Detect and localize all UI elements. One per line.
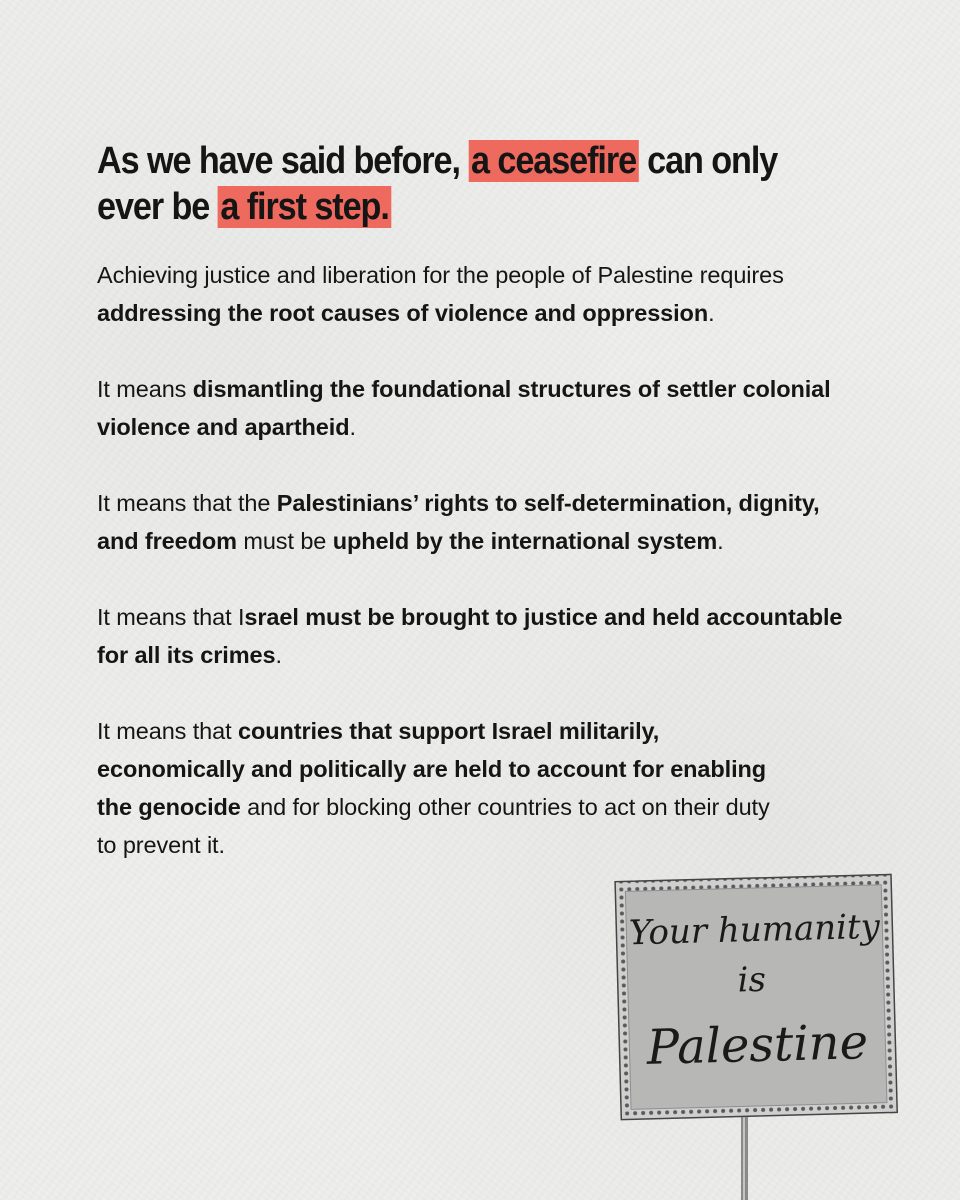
- p4-bold: srael must be brought to justice and held accountable for all its crimes: [97, 604, 843, 668]
- paragraph-countries: [97, 712, 787, 864]
- p2-end: .: [349, 414, 356, 440]
- headline-highlight-ceasefire: a ceasefire: [468, 140, 638, 182]
- protest-sign-image: [612, 866, 902, 1200]
- p5-end: and for blocking other countries to act on their duty to prevent it.: [97, 794, 770, 858]
- sign-line-1: Your humanity: [628, 906, 881, 954]
- p5-bold: countries that support Israel militarily, economically and politically are held to account for enabling the genocide: [97, 718, 767, 820]
- main-content: [97, 138, 877, 864]
- sign-line-3: Palestine: [646, 1014, 869, 1076]
- p3-bold-rights: Palestinians’ rights to self-determination, dignity, and freedom: [97, 490, 820, 554]
- p4-text: It means that I: [97, 604, 245, 630]
- p3-text: It means that the: [97, 490, 277, 516]
- p5-text: It means that: [97, 718, 238, 744]
- headline-text-2: can only ever be: [97, 140, 778, 228]
- p2-bold: dismantling the foundational structures of settler colonial violence and apartheid: [97, 376, 831, 440]
- headline-text-1: As we have said before,: [97, 140, 469, 182]
- p4-end: .: [275, 642, 282, 668]
- p3-bold-upheld: upheld by the international system: [332, 528, 718, 554]
- paragraph-dismantling: [97, 370, 857, 446]
- p1-bold: addressing the root causes of violence and oppression: [97, 300, 709, 326]
- p1-end: .: [708, 300, 715, 326]
- paragraph-root-causes: [97, 256, 857, 332]
- headline: [97, 138, 781, 230]
- paragraph-rights: [97, 484, 857, 560]
- p1-text: Achieving justice and liberation for the people of Palestine requires: [97, 262, 784, 288]
- headline-highlight-first-step: a first step.: [218, 186, 392, 228]
- paragraph-accountable: [97, 598, 857, 674]
- p2-text: It means: [97, 376, 193, 402]
- p3-end: .: [717, 528, 724, 554]
- sign-line-2: is: [737, 959, 767, 1001]
- p3-text-2: must be: [236, 528, 333, 554]
